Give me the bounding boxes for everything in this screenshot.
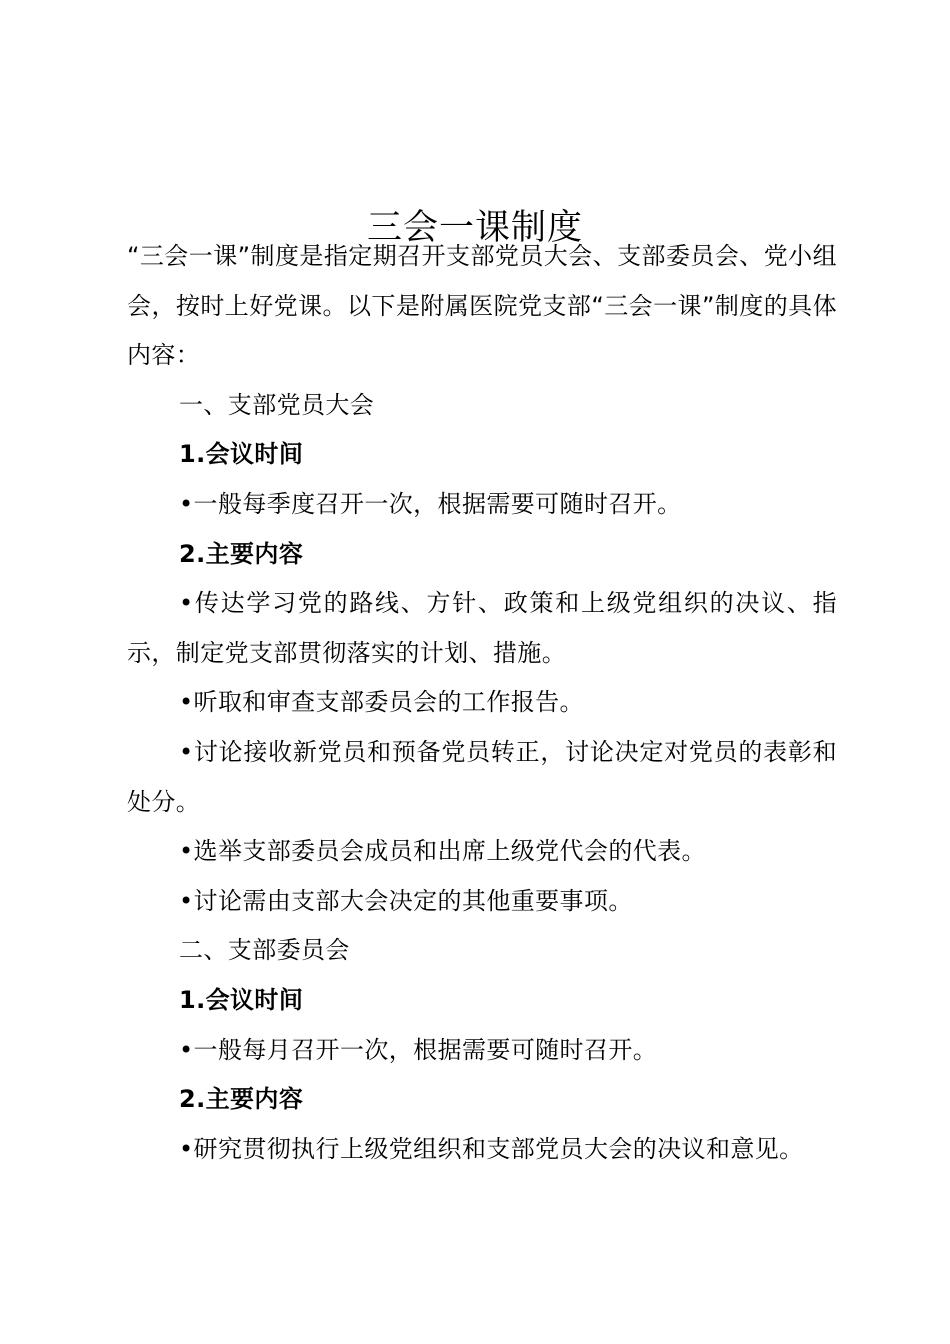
- meeting-time-text: •一般每季度召开一次，根据需要可随时召开。: [179, 489, 682, 518]
- intro-paragraph: “三会一课”制度是指定期召开支部党员大会、支部委员会、党小组会，按时上好党课。以下是附属医院党支部“三会一课”制度的具体内容：: [127, 242, 837, 370]
- content-item: •讨论接收新党员和预备党员转正，讨论决定对党员的表彰和处分。: [127, 737, 837, 816]
- subheading-main-content: 2.主要内容: [179, 539, 304, 568]
- subheading-meeting-time: 1.会议时间: [179, 985, 304, 1014]
- meeting-time-text: •一般每月召开一次，根据需要可随时召开。: [179, 1035, 658, 1064]
- subheading-meeting-time: 1.会议时间: [179, 440, 304, 469]
- content-item: •讨论需由支部大会决定的其他重要事项。: [179, 886, 633, 915]
- document-body: [127, 232, 837, 1174]
- content-item: •听取和审查支部委员会的工作报告。: [179, 688, 584, 717]
- content-item: •研究贯彻执行上级党组织和支部党员大会的决议和意见。: [179, 1134, 804, 1163]
- document-title: 三会一课制度: [366, 208, 583, 249]
- content-item: •传达学习党的路线、方针、政策和上级党组织的决议、指示，制定党支部贯彻落实的计划、措施。: [127, 589, 837, 667]
- subheading-main-content: 2.主要内容: [179, 1085, 304, 1114]
- section-heading-party-member-assembly: 一、支部党员大会: [179, 390, 375, 419]
- section-heading-branch-committee: 二、支部委员会: [179, 936, 350, 965]
- content-item: •选举支部委员会成员和出席上级党代会的代表。: [179, 837, 706, 866]
